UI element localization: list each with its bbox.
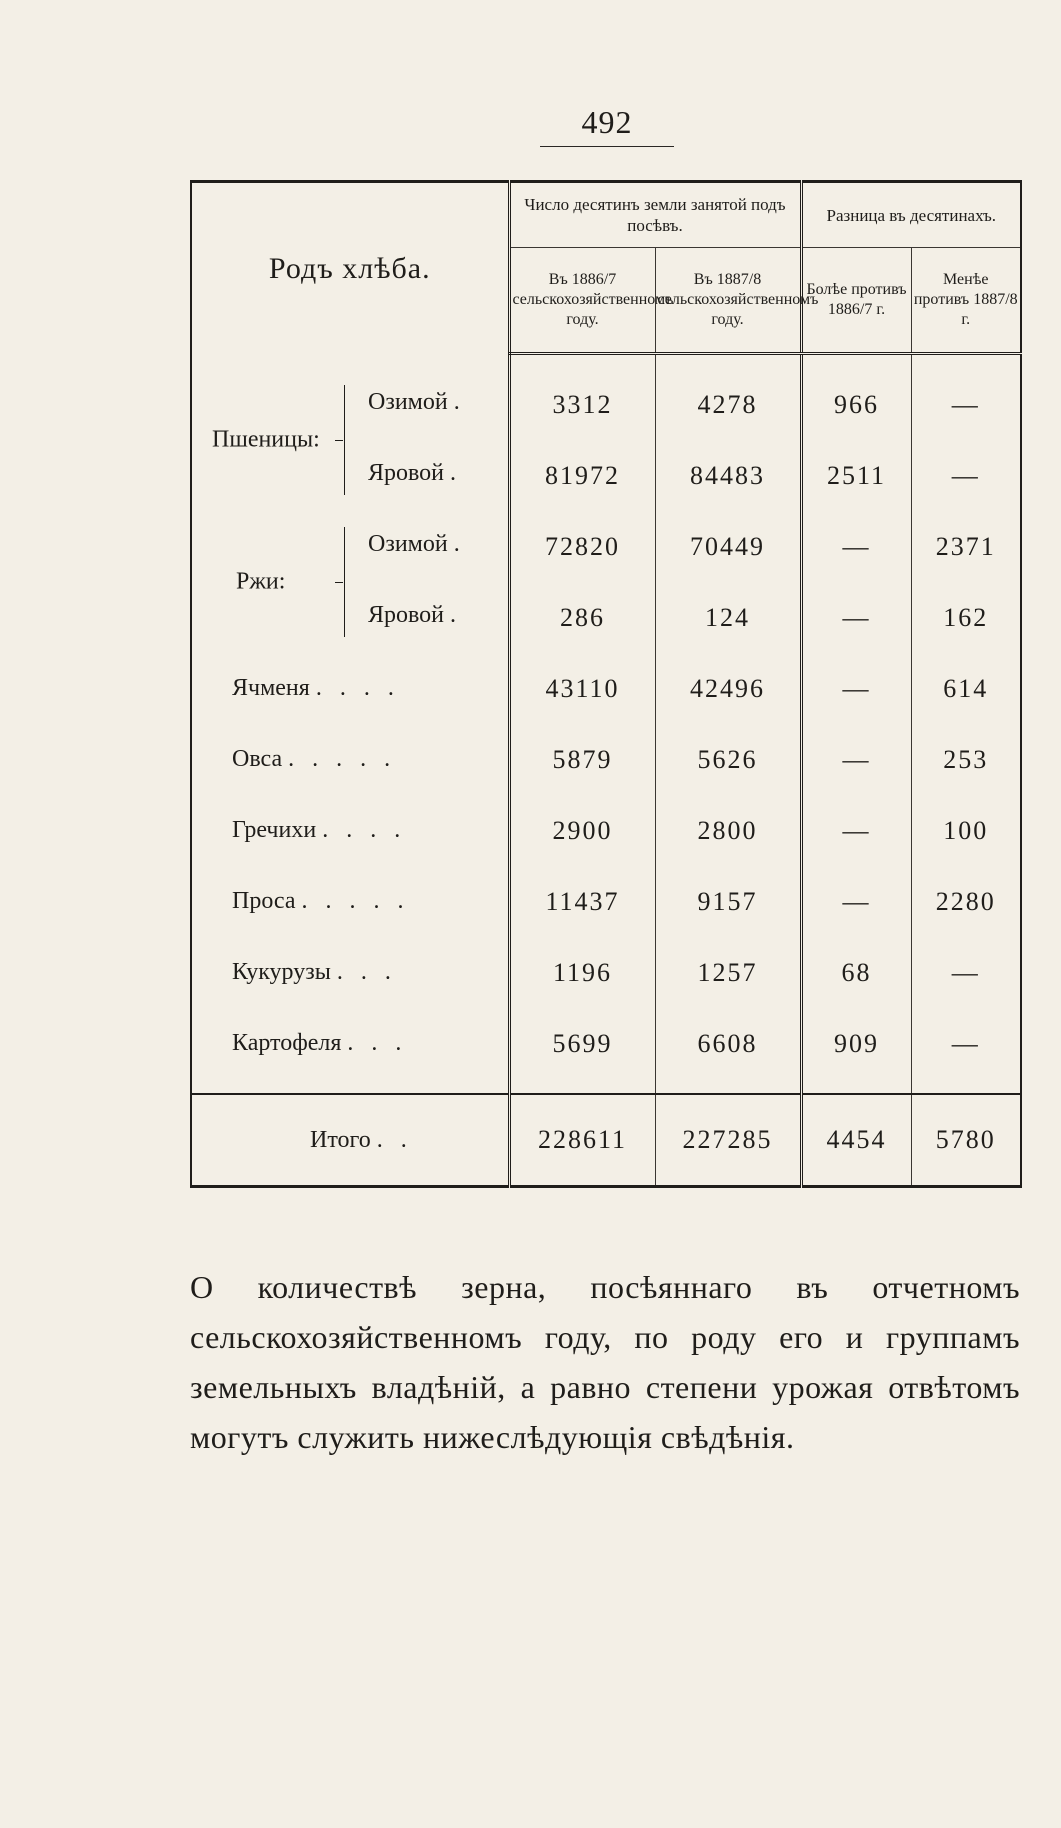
table-row: [191, 866, 1021, 937]
table-row: [191, 937, 1021, 1008]
row-label: Кукурузы . . .: [232, 959, 397, 985]
cell-less: 2280: [911, 866, 1021, 937]
cell-more: —: [801, 795, 911, 866]
body-paragraph: О количествѣ зерна, посѣяннаго въ отчетномъ сельскохозяйственномъ году, по роду его и группамъ земельныхъ владѣній, а равно степени урожая отвѣтомъ могутъ служить нижеслѣдующія свѣдѣнія.: [190, 1269, 1020, 1455]
total-more: 4454: [801, 1094, 911, 1187]
cell-more: —: [801, 653, 911, 724]
cell-more: —: [801, 511, 911, 582]
cell-less: —: [911, 440, 1021, 511]
row-label: Ячменя . . . .: [232, 675, 400, 701]
header-area-group: Число десятинъ земли занятой подъ посѣвъ.: [509, 182, 801, 248]
cell-less: 253: [911, 724, 1021, 795]
cell-more: 966: [801, 369, 911, 440]
cell-1887: 70449: [655, 511, 801, 582]
cell-1886: 3312: [509, 369, 655, 440]
total-1886: 228611: [509, 1094, 655, 1187]
row-label: Озимой .: [368, 389, 466, 415]
sown-area-table-wrap: [190, 180, 1020, 1188]
cell-1887: 42496: [655, 653, 801, 724]
row-label: Проса . . . . .: [232, 888, 410, 914]
cell-1887: 9157: [655, 866, 801, 937]
cell-more: —: [801, 582, 911, 653]
row-label: Озимой .: [368, 531, 466, 557]
group-wheat: [191, 369, 509, 511]
cell-1886: 43110: [509, 653, 655, 724]
row-label: Яровой .: [368, 460, 463, 486]
row-label: Картофеля . . .: [232, 1030, 408, 1056]
cell-less: 2371: [911, 511, 1021, 582]
total-less: 5780: [911, 1094, 1021, 1187]
row-label: Овса . . . . .: [232, 746, 397, 772]
header-col-1886: Въ 1886/7 сельскохозяйственномъ году.: [509, 248, 655, 354]
cell-1886: 5699: [509, 1008, 655, 1079]
cell-1886: 11437: [509, 866, 655, 937]
cell-1886: 2900: [509, 795, 655, 866]
cell-less: —: [911, 937, 1021, 1008]
cell-more: —: [801, 724, 911, 795]
cell-1886: 286: [509, 582, 655, 653]
cell-less: 162: [911, 582, 1021, 653]
header-col-more: Болѣе противъ 1886/7 г.: [801, 248, 911, 354]
cell-less: —: [911, 1008, 1021, 1079]
table-row: [191, 653, 1021, 724]
group-brace: [344, 527, 355, 637]
cell-less: —: [911, 369, 1021, 440]
cell-more: 909: [801, 1008, 911, 1079]
cell-1886: 1196: [509, 937, 655, 1008]
cell-less: 100: [911, 795, 1021, 866]
table-row: [191, 511, 1021, 582]
sown-area-table: [190, 180, 1022, 1188]
row-label: Яровой .: [368, 602, 463, 628]
cell-1886: 72820: [509, 511, 655, 582]
group-name: Пшеницы:: [212, 426, 320, 453]
cell-1887: 5626: [655, 724, 801, 795]
page-number-rule: [540, 146, 674, 147]
cell-more: 2511: [801, 440, 911, 511]
cell-less: 614: [911, 653, 1021, 724]
header-col-less: Менѣе противъ 1887/8 г.: [911, 248, 1021, 354]
cell-1887: 124: [655, 582, 801, 653]
header-crop: Родъ хлѣба.: [268, 251, 431, 285]
group-rye: [191, 511, 509, 653]
cell-1887: 6608: [655, 1008, 801, 1079]
total-1887: 227285: [655, 1094, 801, 1187]
header-col-1887: Въ 1887/8 сельскохозяйственномъ году.: [655, 248, 801, 354]
cell-1887: 1257: [655, 937, 801, 1008]
table-row: [191, 724, 1021, 795]
group-brace: [344, 385, 355, 495]
total-row: [191, 1094, 1021, 1187]
row-label: Гречихи . . . .: [232, 817, 407, 843]
page-number: 492: [581, 104, 633, 140]
cell-1886: 81972: [509, 440, 655, 511]
cell-1887: 2800: [655, 795, 801, 866]
total-label: Итого . .: [191, 1094, 509, 1187]
cell-1887: 84483: [655, 440, 801, 511]
table-row: [191, 1008, 1021, 1079]
group-name: Ржи:: [236, 568, 286, 595]
cell-more: 68: [801, 937, 911, 1008]
cell-1886: 5879: [509, 724, 655, 795]
table-row: [191, 795, 1021, 866]
cell-1887: 4278: [655, 369, 801, 440]
table-row: [191, 369, 1021, 440]
header-diff-group: Разница въ десятинахъ.: [801, 182, 1021, 248]
cell-more: —: [801, 866, 911, 937]
